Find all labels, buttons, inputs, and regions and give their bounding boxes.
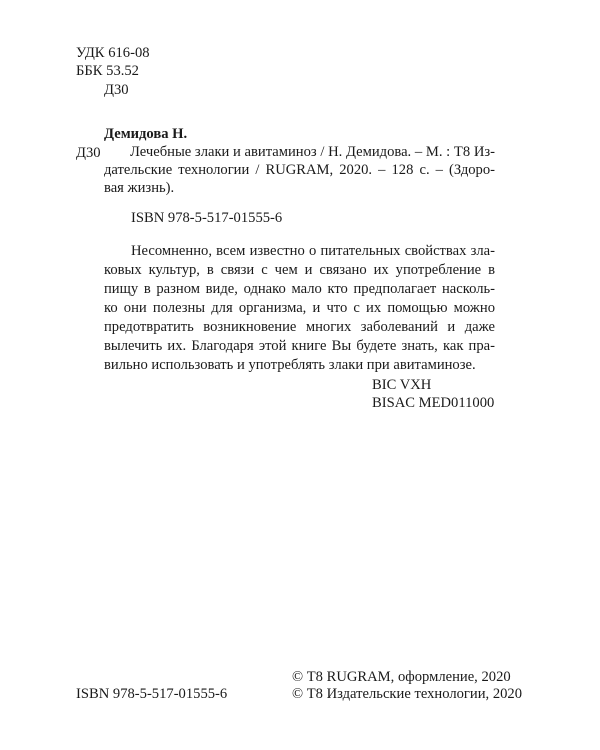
bbk-code: ББК 53.52 xyxy=(76,63,139,79)
copyright-publisher: © Т8 Издательские технологии, 2020 xyxy=(292,686,523,702)
author-mark-side: Д30 xyxy=(76,145,101,161)
bic-code: BIC VXH xyxy=(372,377,432,393)
copyright-design: © Т8 RUGRAM, оформление, 2020 xyxy=(292,669,511,685)
udk-code: УДК 616-08 xyxy=(76,45,150,61)
annotation-line-2: ковых культур, в связи с чем и связано их употребление в xyxy=(104,262,495,278)
author-mark-top: Д30 xyxy=(104,82,129,98)
annotation-line-5: предотвратить возникновение многих заболеваний и даже xyxy=(104,319,495,335)
bisac-code: BISAC MED011000 xyxy=(372,395,495,411)
annotation-line-6: вылечить их. Благодаря этой книге Вы будете знать, как пра- xyxy=(104,338,495,354)
annotation-line-7: вильно использовать и употреблять злаки при авитаминозе. xyxy=(104,357,476,373)
annotation-line-1: Несомненно, всем известно о питательных свойствах зла- xyxy=(131,243,495,259)
description-line-3: вая жизнь). xyxy=(104,180,175,196)
description-line-2: дательские технологии / RUGRAM, 2020. – 128 с. – (Здоро- xyxy=(104,162,495,178)
description-line-1: Лечебные злаки и авитаминоз / Н. Демидова. – М. : Т8 Из- xyxy=(130,144,495,160)
isbn-footer: ISBN 978-5-517-01555-6 xyxy=(76,686,228,702)
annotation-line-3: пищу в разном виде, однако мало кто предполагает насколь- xyxy=(104,281,495,297)
annotation-line-4: ко они полезны для организма, и что с их помощью можно xyxy=(104,300,495,316)
isbn-main: ISBN 978-5-517-01555-6 xyxy=(131,210,283,226)
author-name: Демидова Н. xyxy=(104,126,188,142)
